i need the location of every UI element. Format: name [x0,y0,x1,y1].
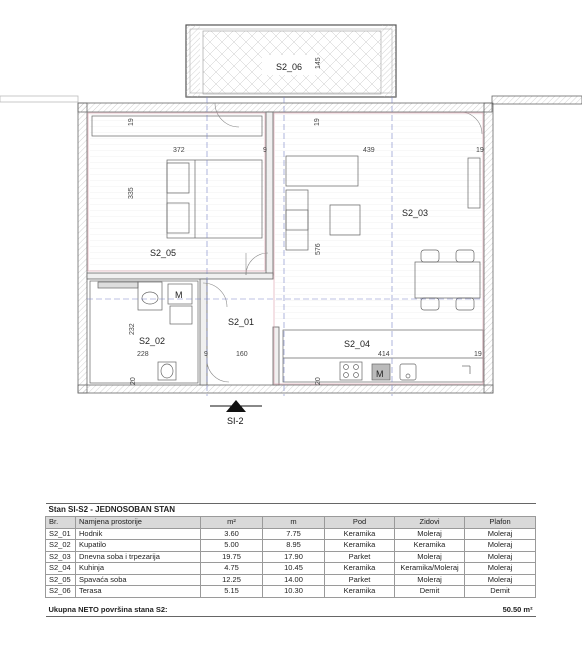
table-cell: Keramika [325,540,395,552]
room-label-s2-02: S2_02 [139,336,166,346]
room-schedule [45,503,535,631]
table-cell: Demit [465,586,536,598]
dim-160: 160 [236,351,248,358]
table-cell: 10.30 [263,586,325,598]
table-cell: Moleraj [465,551,536,563]
table-cell: Keramika [325,586,395,598]
dim-228: 228 [137,351,149,358]
table-cell: 12.25 [201,574,263,586]
section-marker [210,400,262,426]
dim-335: 335 [128,187,135,199]
dim-414: 414 [378,351,390,358]
table-header-cell: m [263,517,325,529]
table-cell: Moleraj [465,540,536,552]
dim-19-b: 19 [476,147,484,154]
table-cell: Moleraj [465,563,536,575]
room-label-s2-05: S2_05 [150,248,177,258]
table-cell: Moleraj [465,574,536,586]
room-label-s2-01: S2_01 [228,317,255,327]
table-cell: 14.00 [263,574,325,586]
total-label: Ukupna NETO površina stana S2: [46,604,325,617]
table-body [46,528,536,597]
dim-19-c: 19 [314,118,321,126]
dim-439: 439 [363,147,375,154]
table-header-cell: Zidovi [395,517,465,529]
table-cell: Moleraj [395,551,465,563]
table-cell: Moleraj [395,574,465,586]
table-cell: Keramika/Moleraj [395,563,465,575]
dim-20-b: 20 [315,377,322,385]
table-cell: S2_02 [46,540,76,552]
table-cell: Moleraj [395,528,465,540]
table-cell: Demit [395,586,465,598]
table-total-row [46,604,536,617]
table-cell: 5.15 [201,586,263,598]
room-label-s2-04: S2_04 [344,339,371,349]
table-header-cell: Plafon [465,517,536,529]
table-cell: 8.95 [263,540,325,552]
table-cell: Keramika [325,563,395,575]
dim-19-d: 19 [474,351,482,358]
dim-19-a: 19 [128,118,135,126]
table-cell: Keramika [325,528,395,540]
dim-232: 232 [129,323,136,335]
dim-372: 372 [173,147,185,154]
table-cell: Hodnik [76,528,201,540]
meter-mark-bathroom: M [175,290,183,300]
table-cell: Parket [325,574,395,586]
table-row [46,551,536,563]
table-cell: Terasa [76,586,201,598]
table-cell: 5.00 [201,540,263,552]
table-cell: Keramika [395,540,465,552]
dim-20-a: 20 [130,377,137,385]
dim-145: 145 [315,57,322,69]
table-cell: S2_06 [46,586,76,598]
table-cell: Dnevna soba i trpezarija [76,551,201,563]
table-cell: 17.90 [263,551,325,563]
table-cell: 7.75 [263,528,325,540]
table-cell: S2_01 [46,528,76,540]
table-cell: Moleraj [465,528,536,540]
table-cell: S2_05 [46,574,76,586]
dim-9-mid: 9 [204,351,208,358]
table-cell: Parket [325,551,395,563]
table-row [46,528,536,540]
table-cell: S2_03 [46,551,76,563]
table-row [46,586,536,598]
table-title: Stan SI-S2 - JEDNOSOBAN STAN [46,504,536,517]
table-header-cell: Pod [325,517,395,529]
table-row [46,574,536,586]
table-cell: 3.60 [201,528,263,540]
table-cell: Kupatilo [76,540,201,552]
room-label-s2-03: S2_03 [402,208,429,218]
living-floor [275,114,482,324]
table-cell: 19.75 [201,551,263,563]
table-cell: Kuhinja [76,563,201,575]
table-cell: 4.75 [201,563,263,575]
table-header-cell: Namjena prostorije [76,517,201,529]
total-value: 50.50 m² [325,604,536,617]
table-header-row [46,517,536,529]
table-cell: S2_04 [46,563,76,575]
terrace-s2-06 [186,25,396,97]
dim-576: 576 [315,243,322,255]
meter-mark-kitchen: M [376,369,384,379]
table-row [46,563,536,575]
table-row [46,540,536,552]
section-label: SI-2 [227,416,244,426]
dim-9-top: 9 [263,147,267,154]
room-table [45,503,536,617]
table-cell: Spavaća soba [76,574,201,586]
room-label-s2-06: S2_06 [276,62,303,72]
table-header-cell: m² [201,517,263,529]
table-header-cell: Br. [46,517,76,529]
table-cell: 10.45 [263,563,325,575]
